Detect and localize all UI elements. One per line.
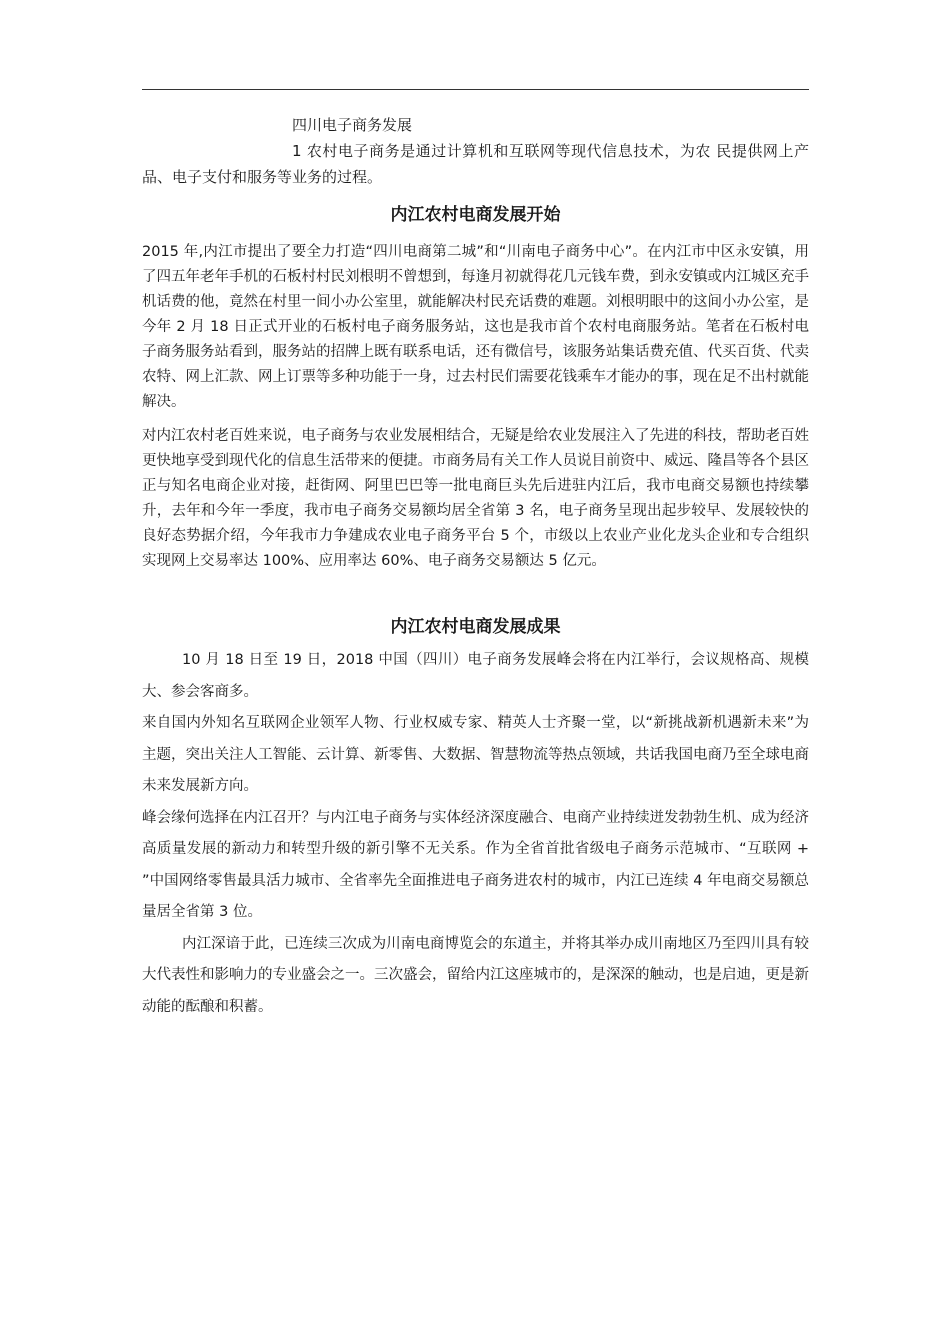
section2-paragraph-2: 来自国内外知名互联网企业领军人物、行业权威专家、精英人士齐聚一堂，以“新挑战新机遇新未来”为主题，突出关注人工智能、云计算、新零售、大数据、智慧物流等热点领域，共话我国电商乃至全球电商未来发展新方向。 <box>142 715 809 794</box>
section2-paragraph-1: 10 月 18 日至 19 日，2018 中国（四川）电子商务发展峰会将在内江举行，会议规格高、规模大、参会客商多。 <box>142 652 809 700</box>
section2-heading: 内江农村电商发展成果 <box>390 617 561 637</box>
section1-paragraph-2: 对内江农村老百姓来说，电子商务与农业发展相结合，无疑是给农业发展注入了先进的科技，帮助老百姓更快地享受到现代化的信息生活带来的便捷。市商务局有关工作人员说目前资中、威远、隆昌等各个县区正与知名电商企业对接，赶街网、阿里巴巴等一批电商巨头先后进驻内江后，我市电商交易额也持续攀升，去年和今年一季度，我市电子商务交易额均居全省第 3 名，电子商务呈现出起步较早、发展较快的良好态势据介绍，今年我市力争建成农业电子商务平台 5 个，市级以上农业产业化龙头企业和专合组织实现网上交易率达 100%、应用率达 60%、电子商务交易额达 5 亿元。 <box>142 428 809 569</box>
section2-paragraph-3: 峰会缘何选择在内江召开？与内江电子商务与实体经济深度融合、电商产业持续迸发勃勃生机、成为经济高质量发展的新动力和转型升级的新引擎不无关系。作为全省首批省级电子商务示范城市、“互联网 + ”中国网络零售最具活力城市、全省率先全面推进电子商务进农村的城市，内江已连续 4 年电商交易额总量居全省第 3 位。 <box>142 809 809 920</box>
section1-paragraph-1: 2015 年,内江市提出了要全力打造“四川电商第二城”和“川南电子商务中心”。在内江市中区永安镇，用了四五年老年手机的石板村村民刘根明不曾想到，每逢月初就得花几元钱车费，到永安镇或内江城区充手机话费的他，竟然在村里一间小办公室里，就能解决村民充话费的难题。刘根明眼中的这间小办公室，是今年 2 月 18 日正式开业的石板村电子商务服务站，这也是我市首个农村电商服务站。笔者在石板村电子商务服务站看到，服务站的招牌上既有联系电话，还有微信号，该服务站集话费充值、代买百货、代卖农特、网上汇款、网上订票等多种功能于一身，过去村民们需要花钱乘车才能办的事，现在足不出村就能解决。 <box>142 244 809 410</box>
section1-heading: 内江农村电商发展开始 <box>390 205 561 225</box>
document-body <box>142 112 809 1023</box>
intro-definition: 1 农村电子商务是通过计算机和互联网等现代信息技术，为农 民提供网上产品、电子支付和服务等业务的过程。 <box>142 142 809 186</box>
header-rule <box>142 89 809 90</box>
section2-paragraph-4: 内江深谙于此，已连续三次成为川南电商博览会的东道主，并将其举办成川南地区乃至四川具有较大代表性和影响力的专业盛会之一。三次盛会，留给内江这座城市的，是深深的触动，也是启迪，更是新动能的酝酿和积蓄。 <box>142 935 809 1015</box>
intro-title: 四川电子商务发展 <box>292 116 413 134</box>
